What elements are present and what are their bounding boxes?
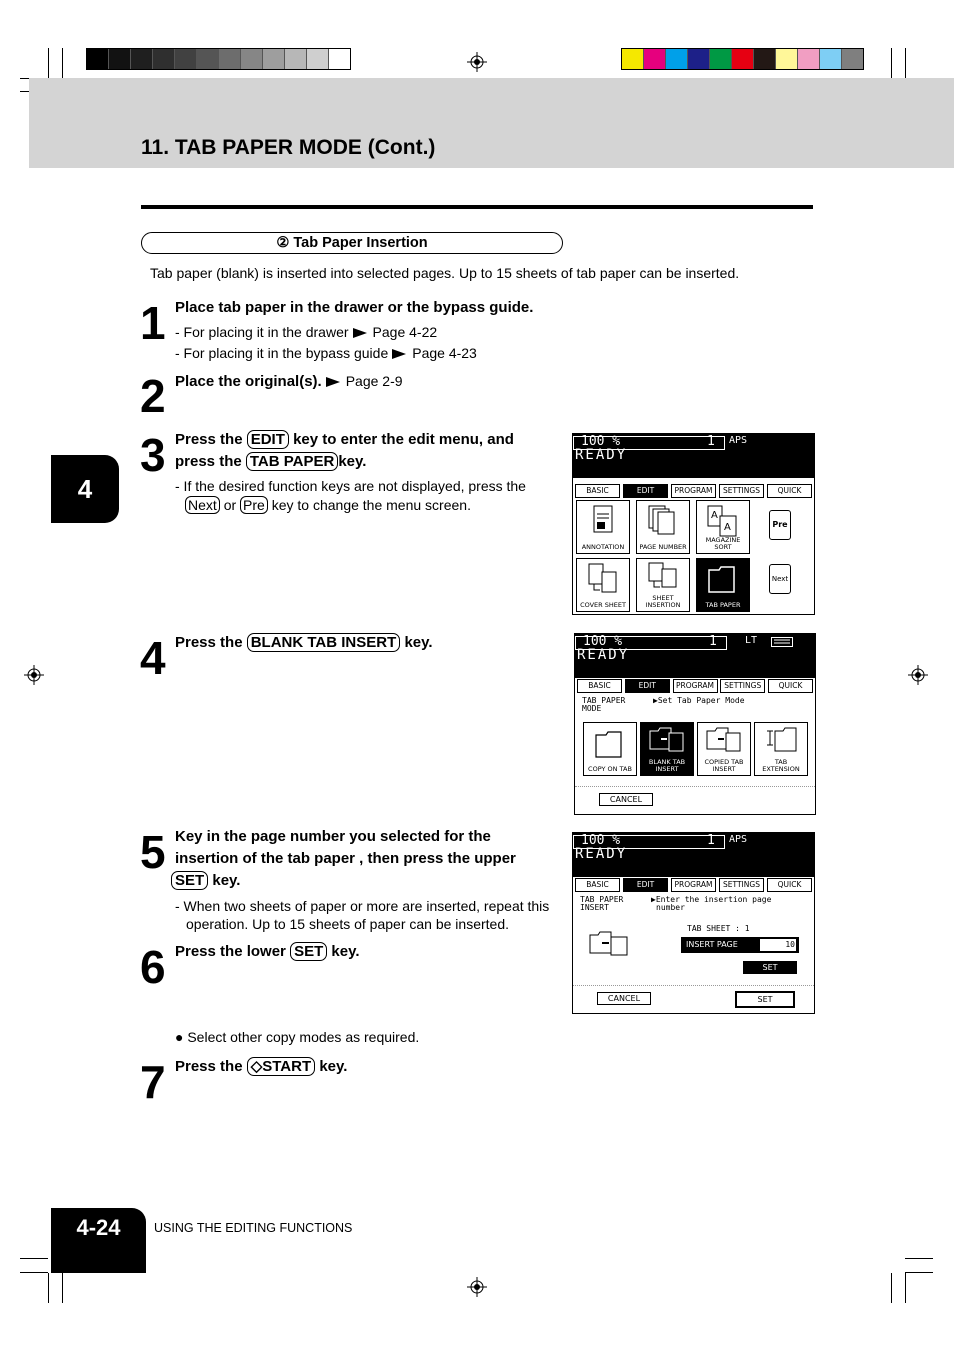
color-swatch xyxy=(263,49,285,69)
folder-insert-icon xyxy=(647,725,687,755)
bullet-note: ● Select other copy modes as required. xyxy=(175,1029,420,1045)
color-swatch xyxy=(688,49,710,69)
registration-mark-icon xyxy=(467,52,487,72)
cover-sheet-button[interactable]: COVER SHEET xyxy=(576,558,630,612)
control-panel-screen-insert-page xyxy=(572,832,815,1014)
edit-key: EDIT xyxy=(247,430,289,449)
step-number: 4 xyxy=(140,632,164,684)
color-swatch xyxy=(776,49,798,69)
set-lower-button[interactable]: SET xyxy=(735,991,795,1008)
crop-mark xyxy=(905,48,906,78)
tab-basic[interactable]: BASIC xyxy=(575,484,620,498)
page-number-button[interactable]: PAGE NUMBER xyxy=(636,500,690,554)
page-ref-arrow-icon xyxy=(353,328,367,338)
prompt-text: ▶Enter the insertion page number xyxy=(651,895,772,912)
insert-page-row xyxy=(681,937,799,953)
tab-settings[interactable]: SETTINGS xyxy=(719,878,764,892)
step-number: 7 xyxy=(140,1056,164,1108)
color-swatch xyxy=(754,49,776,69)
magazine-sort-button[interactable]: A A MAGAZINE SORT xyxy=(696,500,750,554)
crop-mark xyxy=(891,48,892,78)
status-text: READY xyxy=(577,647,630,663)
copy-quantity: 1 xyxy=(707,434,715,449)
copy-quantity: 1 xyxy=(709,634,717,649)
copy-quantity: 1 xyxy=(707,833,715,848)
set-key: SET xyxy=(171,871,208,890)
tab-quick[interactable]: QUICK xyxy=(767,878,812,892)
color-swatch xyxy=(241,49,263,69)
prompt-text: ▶Set Tab Paper Mode xyxy=(653,696,745,705)
tab-paper-button[interactable]: TAB PAPER xyxy=(696,558,750,612)
color-swatch xyxy=(329,49,350,69)
crop-mark xyxy=(905,1273,906,1303)
step-instruction: Key in the page number you selected for the insertion of the tab paper , then press the upper SET key. xyxy=(175,826,516,892)
tab-edit[interactable]: EDIT xyxy=(623,878,668,892)
insert-page-label: INSERT PAGE xyxy=(686,940,738,949)
crop-mark xyxy=(62,1273,63,1303)
svg-text:A: A xyxy=(711,510,718,521)
paper-size: APS xyxy=(729,834,748,845)
status-text: READY xyxy=(575,846,628,862)
crop-mark xyxy=(20,1272,48,1273)
tab-program[interactable]: PROGRAM xyxy=(673,679,718,693)
step-number: 5 xyxy=(140,826,164,878)
tab-settings[interactable]: SETTINGS xyxy=(719,484,764,498)
gray-color-bar xyxy=(86,48,351,70)
mode-label: TAB PAPER MODE xyxy=(582,696,626,713)
tab-program[interactable]: PROGRAM xyxy=(671,878,716,892)
blank-tab-insert-key: BLANK TAB INSERT xyxy=(247,633,401,652)
color-swatch xyxy=(666,49,688,69)
color-swatch xyxy=(622,49,644,69)
cancel-button[interactable]: CANCEL xyxy=(597,992,651,1005)
color-swatch xyxy=(710,49,732,69)
color-swatch xyxy=(109,49,131,69)
tab-quick[interactable]: QUICK xyxy=(767,484,812,498)
step-instruction: Press the EDIT key to enter the edit menu, and press the TAB PAPER key. xyxy=(175,431,514,470)
copy-ratio: 100 % xyxy=(581,833,621,848)
paper-size: LT xyxy=(745,635,758,646)
svg-text:A: A xyxy=(724,522,731,533)
step-instruction: Press the lower SET key. xyxy=(175,943,360,960)
mode-label: TAB PAPER INSERT xyxy=(580,895,624,912)
chapter-tab: 4 xyxy=(51,455,119,523)
menu-tabs xyxy=(575,878,812,892)
color-swatch xyxy=(820,49,842,69)
color-swatch xyxy=(307,49,329,69)
tab-settings[interactable]: SETTINGS xyxy=(720,679,765,693)
status-text: READY xyxy=(575,447,628,463)
step-note: - When two sheets of paper or more are inserted, repeat this operation. Up to 15 sheets of paper can be inserted. xyxy=(175,898,550,932)
step-number: 3 xyxy=(140,429,164,481)
color-swatch xyxy=(197,49,219,69)
crop-mark xyxy=(20,1258,48,1259)
start-key: ◇START xyxy=(247,1057,315,1076)
copy-ratio: 100 % xyxy=(583,634,623,649)
step-instruction: Place tab paper in the drawer or the bypass guide. xyxy=(175,299,534,316)
folder-insert-icon xyxy=(587,929,633,959)
step-instruction: Press the ◇START key. xyxy=(175,1058,348,1075)
page-ref-arrow-icon xyxy=(392,349,406,359)
step-note: - For placing it in the drawer Page 4-22 xyxy=(175,324,438,340)
blank-tab-insert-button[interactable]: BLANK TAB INSERT xyxy=(640,722,694,776)
tab-quick[interactable]: QUICK xyxy=(768,679,813,693)
menu-tabs xyxy=(575,484,812,498)
pages-icon xyxy=(646,504,680,538)
crop-mark xyxy=(905,1272,933,1273)
color-swatch xyxy=(175,49,197,69)
folder-copy-icon xyxy=(704,725,744,755)
folder-icon xyxy=(706,562,740,596)
copied-tab-insert-button[interactable]: COPIED TAB INSERT xyxy=(697,722,751,776)
set-key: SET xyxy=(290,942,327,961)
cancel-button[interactable]: CANCEL xyxy=(599,793,653,806)
color-swatch xyxy=(798,49,820,69)
page-number: 4-24 xyxy=(51,1208,146,1273)
section-intro: Tab paper (blank) is inserted into selected pages. Up to 15 sheets of tab paper can be inserted. xyxy=(150,265,740,281)
page-ref-arrow-icon xyxy=(326,377,340,387)
crop-mark xyxy=(48,48,49,78)
color-swatch xyxy=(732,49,754,69)
crop-mark xyxy=(891,1273,892,1303)
next-key: Next xyxy=(185,496,220,514)
crop-mark xyxy=(62,48,63,78)
paper-size: APS xyxy=(729,435,748,446)
insert-page-field[interactable]: 10 xyxy=(760,939,796,951)
tab-basic[interactable]: BASIC xyxy=(577,679,622,693)
control-panel-screen-tab-paper-mode xyxy=(574,633,816,815)
document-icon xyxy=(588,504,618,538)
crop-mark xyxy=(48,1273,49,1303)
color-swatch xyxy=(153,49,175,69)
step-instruction: Place the original(s). Page 2-9 xyxy=(175,373,403,390)
pre-button[interactable]: Pre xyxy=(769,510,791,540)
tab-basic[interactable]: BASIC xyxy=(575,878,620,892)
registration-mark-icon xyxy=(24,665,44,685)
tab-sheet-count: TAB SHEET : 1 xyxy=(687,924,750,933)
registration-mark-icon xyxy=(908,665,928,685)
color-swatch xyxy=(644,49,666,69)
section-rule xyxy=(141,205,813,209)
section-title: ② Tab Paper Insertion xyxy=(141,232,563,254)
pre-key: Pre xyxy=(240,496,268,514)
magazine-icon xyxy=(706,504,740,538)
tab-extension-button[interactable]: TAB EXTENSION xyxy=(754,722,808,776)
process-color-bar xyxy=(621,48,864,70)
next-button[interactable]: Next xyxy=(769,564,791,594)
paper-tray-icon xyxy=(771,637,793,647)
tab-program[interactable]: PROGRAM xyxy=(671,484,716,498)
control-panel-screen-edit-menu xyxy=(572,433,815,615)
tab-edit[interactable]: EDIT xyxy=(625,679,670,693)
registration-mark-icon xyxy=(467,1277,487,1297)
tab-paper-key: TAB PAPER xyxy=(246,452,338,471)
color-swatch xyxy=(285,49,307,69)
sheet-insertion-icon xyxy=(646,561,680,591)
color-swatch xyxy=(87,49,109,69)
step-instruction: Press the BLANK TAB INSERT key. xyxy=(175,634,433,651)
copy-ratio: 100 % xyxy=(581,434,621,449)
footer-section-name: USING THE EDITING FUNCTIONS xyxy=(154,1221,353,1235)
tab-extension-icon xyxy=(761,725,801,755)
step-number: 1 xyxy=(140,297,164,349)
step-note: - If the desired function keys are not displayed, press the Next or Pre key to change the menu screen. xyxy=(175,478,526,513)
tab-edit[interactable]: EDIT xyxy=(623,484,668,498)
color-swatch xyxy=(131,49,153,69)
step-number: 6 xyxy=(140,941,164,993)
cover-sheet-icon xyxy=(586,562,620,596)
set-upper-button[interactable]: SET xyxy=(743,961,797,974)
folder-icon xyxy=(593,727,627,761)
step-number: 2 xyxy=(140,370,164,422)
menu-tabs xyxy=(577,679,813,693)
step-note: - For placing it in the bypass guide Page 4-23 xyxy=(175,345,477,361)
crop-mark xyxy=(905,1258,933,1259)
page-title: 11. TAB PAPER MODE (Cont.) xyxy=(141,136,436,159)
sheet-insertion-button[interactable]: SHEET INSERTION xyxy=(636,558,690,612)
color-swatch xyxy=(842,49,863,69)
color-swatch xyxy=(219,49,241,69)
annotation-button[interactable]: ANNOTATION xyxy=(576,500,630,554)
copy-on-tab-button[interactable]: COPY ON TAB xyxy=(583,722,637,776)
